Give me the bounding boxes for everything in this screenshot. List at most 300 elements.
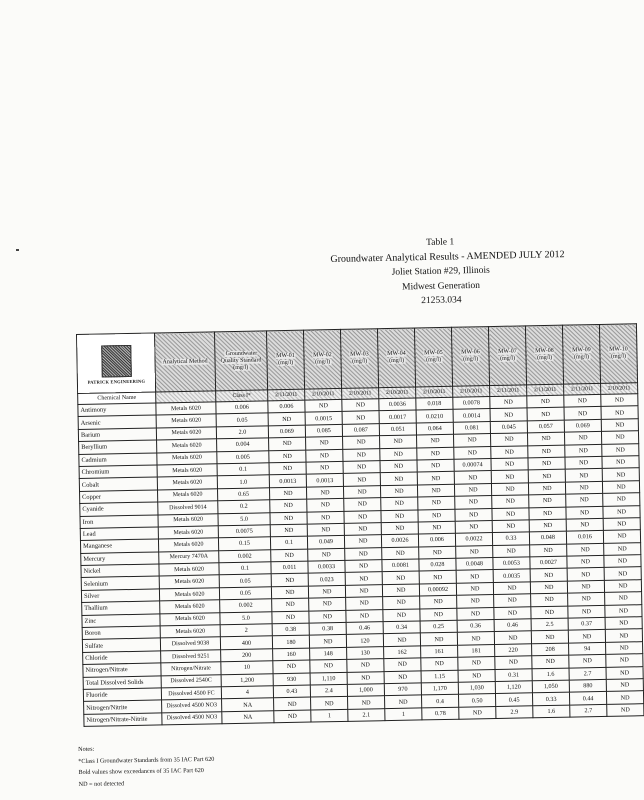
title-block [330, 233, 565, 310]
result-value: ND [457, 607, 494, 620]
sample-date: 2/10/2011 [379, 387, 416, 399]
results-table [76, 323, 644, 727]
result-value: ND [491, 483, 528, 496]
note-line: ND = not detected [78, 780, 125, 788]
result-value: ND [308, 548, 345, 561]
result-value: 0.0036 [379, 398, 416, 411]
standard-value: 400 [220, 636, 272, 649]
result-value: ND [494, 606, 531, 619]
result-value: ND [493, 582, 530, 595]
analytical-method: Metals 6020 [157, 439, 217, 453]
standard-value: 2.0 [216, 426, 268, 439]
chemical-name: Selenium [81, 576, 159, 590]
analytical-method: Metals 6020 [158, 513, 218, 527]
result-value: ND [380, 435, 417, 448]
company-logo-icon [101, 344, 132, 377]
method-header: Analytical Method [154, 332, 215, 392]
result-value: ND [347, 659, 384, 672]
result-value: 220 [495, 644, 532, 657]
result-value: 1.6 [533, 705, 570, 718]
result-value: ND [455, 520, 492, 533]
analytical-method: Dissolved 9014 [158, 501, 218, 515]
result-value: ND [529, 519, 566, 532]
result-value: ND [529, 507, 566, 520]
analytical-method: Metals 6020 [159, 563, 219, 577]
result-value: ND [527, 408, 564, 421]
standard-value: 0.15 [218, 537, 270, 550]
result-value: ND [343, 448, 380, 461]
result-value: 0.006 [418, 534, 455, 547]
chemical-name-header: Chemical Name [78, 392, 156, 404]
result-value: ND [345, 585, 382, 598]
analytical-method: Dissolved 4500 NO3 [162, 712, 222, 726]
standard-value: 1,200 [221, 673, 273, 686]
analytical-method: Metals 6020 [160, 600, 220, 614]
result-value: ND [603, 530, 640, 543]
chemical-name: Beryllium [79, 440, 157, 454]
result-value: 0.0017 [379, 410, 416, 423]
result-value: 0.46 [346, 622, 383, 635]
result-value: 0.069 [564, 419, 601, 432]
result-value: 0.50 [458, 694, 495, 707]
result-value: ND [527, 395, 564, 408]
sample-date: 2/11/2011 [268, 389, 305, 401]
result-value: ND [381, 522, 418, 535]
result-value: ND [309, 598, 346, 611]
result-value: ND [601, 406, 638, 419]
result-value: ND [565, 481, 602, 494]
well-header: MW-05 (mg/l) [414, 327, 452, 387]
result-value: ND [270, 524, 307, 537]
result-value: ND [308, 585, 345, 598]
result-value: ND [457, 632, 494, 645]
result-value: 0.0015 [305, 412, 342, 425]
result-value: ND [269, 462, 306, 475]
result-value: ND [344, 535, 381, 548]
result-value: 0.0022 [455, 533, 492, 546]
result-value: ND [272, 598, 309, 611]
scan-speck [16, 249, 19, 251]
analytical-method: Dissolved 4500 FC [161, 687, 221, 701]
result-value: ND [455, 508, 492, 521]
result-value: ND [306, 461, 343, 474]
result-value: ND [307, 523, 344, 536]
result-value: ND [345, 572, 382, 585]
result-value: ND [346, 597, 383, 610]
standard-value: 5.0 [220, 611, 272, 624]
result-value: ND [567, 568, 604, 581]
result-value: 0.38 [272, 623, 309, 636]
result-value: ND [343, 436, 380, 449]
chemical-name: Lead [80, 527, 158, 541]
result-value: ND [490, 408, 527, 421]
sample-date: 2/11/2011 [527, 384, 564, 396]
result-value: ND [420, 633, 457, 646]
result-value: ND [342, 411, 379, 424]
result-value: ND [271, 574, 308, 587]
analytical-method: Metals 6020 [159, 575, 219, 589]
result-value: 0.048 [529, 531, 566, 544]
chemical-name: Zinc [82, 614, 160, 628]
result-value: 1,120 [495, 681, 532, 694]
chemical-name: Antimony [78, 403, 156, 417]
result-value: ND [380, 472, 417, 485]
well-header: MW-07 (mg/l) [488, 326, 526, 386]
result-value: ND [528, 457, 565, 470]
result-value: ND [607, 703, 644, 716]
result-value: ND [602, 456, 639, 469]
result-value: ND [307, 499, 344, 512]
chemical-name: Chloride [83, 651, 161, 665]
result-value: ND [603, 518, 640, 531]
result-value: 0.064 [416, 422, 453, 435]
result-value: 1 [385, 708, 422, 721]
analytical-method: Metals 6020 [157, 476, 217, 490]
result-value: 0.38 [309, 622, 346, 635]
result-value: 0.0048 [456, 558, 493, 571]
standard-value: 5.0 [218, 512, 270, 525]
result-value: ND [530, 581, 567, 594]
result-value: ND [569, 655, 606, 668]
result-value: 2.9 [496, 706, 533, 719]
result-value: 880 [569, 679, 606, 692]
standard-value: 4 [221, 686, 273, 699]
standard-value: 0.1 [217, 463, 269, 476]
result-value: ND [420, 608, 457, 621]
result-value: ND [268, 413, 305, 426]
result-value: ND [306, 486, 343, 499]
result-value: ND [274, 697, 311, 710]
result-value: ND [307, 511, 344, 524]
result-value: 0.016 [566, 531, 603, 544]
result-value: 0.049 [307, 536, 344, 549]
result-value: ND [491, 458, 528, 471]
sample-date: 2/10/2011 [601, 383, 638, 395]
result-value: ND [305, 399, 342, 412]
result-value: ND [381, 497, 418, 510]
result-value: 0.018 [416, 397, 453, 410]
standard-value: 0.0075 [218, 525, 270, 538]
company-logo-text: PATRICK ENGINEERING [87, 378, 146, 385]
result-value: ND [382, 584, 419, 597]
result-value: 0.057 [527, 420, 564, 433]
result-value: 1 [311, 709, 348, 722]
result-value: ND [605, 617, 642, 630]
result-value: ND [566, 494, 603, 507]
result-value: ND [345, 560, 382, 573]
result-value: ND [309, 635, 346, 648]
result-value: ND [417, 472, 454, 485]
result-value: ND [528, 482, 565, 495]
result-value: ND [606, 641, 643, 654]
project-number: 21253.034 [421, 295, 462, 307]
result-value: ND [418, 521, 455, 534]
result-value: 0.78 [422, 707, 459, 720]
standard-value: 10 [221, 661, 273, 674]
standard-value: 0.006 [216, 401, 268, 414]
result-value: ND [343, 473, 380, 486]
result-value: 0.45 [495, 693, 532, 706]
sample-date: 2/10/2011 [305, 388, 342, 400]
result-value: ND [454, 446, 491, 459]
analytical-method: Metals 6020 [156, 427, 216, 441]
result-value: 930 [273, 673, 310, 686]
chemical-name: Cyanide [80, 502, 158, 516]
chemical-name: Iron [80, 514, 158, 528]
well-header: MW-01 (mg/l) [266, 330, 304, 390]
result-value: ND [272, 611, 309, 624]
company-logo-cell [77, 333, 156, 393]
analytical-method: Metals 6020 [158, 526, 218, 540]
result-value: ND [528, 469, 565, 482]
standard-value: 2 [220, 624, 272, 637]
analytical-method: Metals 6020 [159, 588, 219, 602]
result-value: 0.0013 [269, 474, 306, 487]
result-value: 0.43 [273, 685, 310, 698]
result-value: 1,110 [310, 672, 347, 685]
result-value: ND [381, 509, 418, 522]
result-value: ND [419, 546, 456, 559]
chemical-name: Sulfate [82, 638, 160, 652]
result-value: ND [344, 523, 381, 536]
chemical-name: Barium [78, 428, 156, 442]
result-value: 1,050 [532, 680, 569, 693]
result-value: 0.1 [270, 536, 307, 549]
result-value: ND [491, 470, 528, 483]
result-value: ND [527, 432, 564, 445]
owner-name: Midwest Generation [402, 280, 481, 292]
result-value: 0.0026 [381, 534, 418, 547]
result-value: 0.028 [419, 558, 456, 571]
result-value: ND [345, 547, 382, 560]
result-value: ND [532, 655, 569, 668]
result-value: ND [604, 555, 641, 568]
result-value: ND [421, 657, 458, 670]
sample-date: 2/10/2011 [342, 388, 379, 400]
result-value: ND [417, 459, 454, 472]
analytical-method: Metals 6020 [160, 625, 220, 639]
chemical-name: Arsenic [78, 415, 156, 429]
result-value: 161 [421, 645, 458, 658]
result-value: ND [490, 433, 527, 446]
site-name: Joliet Station #29, Illinois [391, 265, 490, 278]
document-title: Groundwater Analytical Results - AMENDED JULY 2012 [330, 248, 565, 265]
result-value: ND [491, 445, 528, 458]
result-value: 0.006 [268, 400, 305, 413]
chemical-name: Boron [82, 626, 160, 640]
result-value: 1.15 [421, 670, 458, 683]
result-value: 0.081 [453, 421, 490, 434]
result-value: ND [492, 495, 529, 508]
result-value: 148 [310, 647, 347, 660]
result-value: ND [601, 431, 638, 444]
result-value: 0.0053 [493, 557, 530, 570]
chemical-name: Nitrogen/Nitrate-Nitrite [84, 713, 162, 727]
result-value: 2.7 [570, 704, 607, 717]
result-value: ND [347, 671, 384, 684]
result-value: ND [604, 542, 641, 555]
result-value: 0.0210 [416, 410, 453, 423]
result-value: ND [494, 631, 531, 644]
standard-value: NA [222, 698, 274, 711]
result-value: ND [605, 592, 642, 605]
result-value: ND [565, 469, 602, 482]
result-value: 0.045 [490, 421, 527, 434]
result-value: ND [567, 580, 604, 593]
result-value: ND [604, 580, 641, 593]
standard-value: 0.05 [219, 574, 271, 587]
result-value: ND [382, 571, 419, 584]
result-value: 0.023 [308, 573, 345, 586]
result-value: 1,000 [347, 684, 384, 697]
standard-value: 0.65 [217, 488, 269, 501]
analytical-method: Mercury 7470A [159, 550, 219, 564]
result-value: ND [456, 582, 493, 595]
result-value: ND [568, 605, 605, 618]
result-value: ND [565, 456, 602, 469]
analytical-method: Metals 6020 [157, 464, 217, 478]
result-value: ND [605, 629, 642, 642]
result-value: 0.33 [532, 692, 569, 705]
result-value: ND [383, 633, 420, 646]
table-number: Table 1 [425, 237, 455, 248]
result-value: ND [564, 407, 601, 420]
standard-value: 0.004 [217, 438, 269, 451]
result-value: ND [346, 609, 383, 622]
result-value: ND [603, 493, 640, 506]
analytical-method: Dissolved 2540C [161, 674, 221, 688]
result-value: ND [310, 660, 347, 673]
analytical-method: Dissolved 9251 [161, 650, 221, 664]
result-value: 0.0013 [306, 474, 343, 487]
chemical-name: Nitrogen/Nitrite [84, 700, 162, 714]
result-value: ND [606, 691, 643, 704]
result-value: 0.0014 [453, 409, 490, 422]
result-value: ND [417, 484, 454, 497]
result-value: 0.085 [305, 424, 342, 437]
standard-value: 0.1 [219, 562, 271, 575]
result-value: ND [343, 485, 380, 498]
analytical-method: Dissolved 4500 NO3 [162, 699, 222, 713]
result-value: ND [456, 545, 493, 558]
result-value: ND [565, 444, 602, 457]
result-value: ND [383, 609, 420, 622]
result-value: ND [380, 460, 417, 473]
result-value: 94 [569, 642, 606, 655]
result-value: 2.7 [569, 667, 606, 680]
results-table-wrapper [76, 323, 643, 727]
chemical-name: Manganese [80, 539, 158, 553]
result-value: 180 [272, 635, 309, 648]
chemical-name: Total Dissolved Solids [83, 676, 161, 690]
result-value: ND [348, 696, 385, 709]
result-value: ND [385, 695, 422, 708]
notes-label: Notes: [78, 745, 95, 753]
result-value: ND [270, 499, 307, 512]
result-value: ND [419, 571, 456, 584]
result-value: 120 [346, 634, 383, 647]
result-value: 2.1 [348, 708, 385, 721]
chemical-name: Silver [81, 589, 159, 603]
result-value: ND [564, 394, 601, 407]
result-value: ND [458, 669, 495, 682]
result-value: ND [418, 496, 455, 509]
chemical-name: Cobalt [79, 477, 157, 491]
result-value: 162 [384, 646, 421, 659]
result-value: ND [602, 480, 639, 493]
result-value: ND [273, 660, 310, 673]
result-value: ND [530, 544, 567, 557]
standard-value: 1.0 [217, 475, 269, 488]
result-value: ND [269, 450, 306, 463]
analytical-method: Metals 6020 [160, 612, 220, 626]
result-value: ND [342, 399, 379, 412]
result-value: ND [453, 434, 490, 447]
result-value: ND [566, 506, 603, 519]
result-value: ND [380, 485, 417, 498]
result-value: 0.4 [421, 695, 458, 708]
result-value: 181 [458, 644, 495, 657]
result-value: 0.051 [379, 423, 416, 436]
result-value: ND [603, 505, 640, 518]
result-value: ND [606, 666, 643, 679]
result-value: ND [306, 437, 343, 450]
result-value: ND [566, 518, 603, 531]
chemical-name: Fluoride [83, 688, 161, 702]
result-value: ND [344, 498, 381, 511]
result-value: 0.31 [495, 668, 532, 681]
note-line: Bold values show exceedances of 35 IAC Part 620 [78, 767, 204, 777]
result-value: 0.00074 [454, 459, 491, 472]
result-value: ND [344, 510, 381, 523]
result-value: 0.33 [492, 532, 529, 545]
result-value: 0.25 [420, 620, 457, 633]
chemical-name: Mercury [81, 552, 159, 566]
result-value: 160 [273, 648, 310, 661]
result-value: ND [494, 594, 531, 607]
result-value: 0.0081 [382, 559, 419, 572]
result-value: ND [601, 394, 638, 407]
result-value: ND [568, 593, 605, 606]
result-value: ND [601, 419, 638, 432]
result-value: 2.5 [531, 618, 568, 631]
result-value: 970 [384, 683, 421, 696]
result-value: 0.0078 [453, 397, 490, 410]
result-value: ND [457, 595, 494, 608]
result-value: 0.011 [271, 561, 308, 574]
result-value: ND [492, 507, 529, 520]
standard-value: 0.05 [219, 587, 271, 600]
result-value: ND [384, 658, 421, 671]
standard-value: NA [222, 711, 274, 724]
result-value: ND [531, 593, 568, 606]
result-value: ND [492, 520, 529, 533]
sample-date: 2/10/2011 [416, 386, 453, 398]
well-header: MW-03 (mg/l) [340, 329, 378, 389]
class-label: Class I* [216, 390, 268, 402]
result-value: ND [274, 710, 311, 723]
result-value: ND [490, 396, 527, 409]
result-value: 1,030 [458, 681, 495, 694]
result-value: ND [269, 487, 306, 500]
standard-value: 0.005 [217, 450, 269, 463]
chemical-name: Copper [80, 490, 158, 504]
result-value: ND [456, 570, 493, 583]
result-value: ND [309, 610, 346, 623]
result-value: ND [418, 509, 455, 522]
analytical-method: Metals 6020 [156, 414, 216, 428]
analytical-method: Dissolved 9038 [160, 637, 220, 651]
